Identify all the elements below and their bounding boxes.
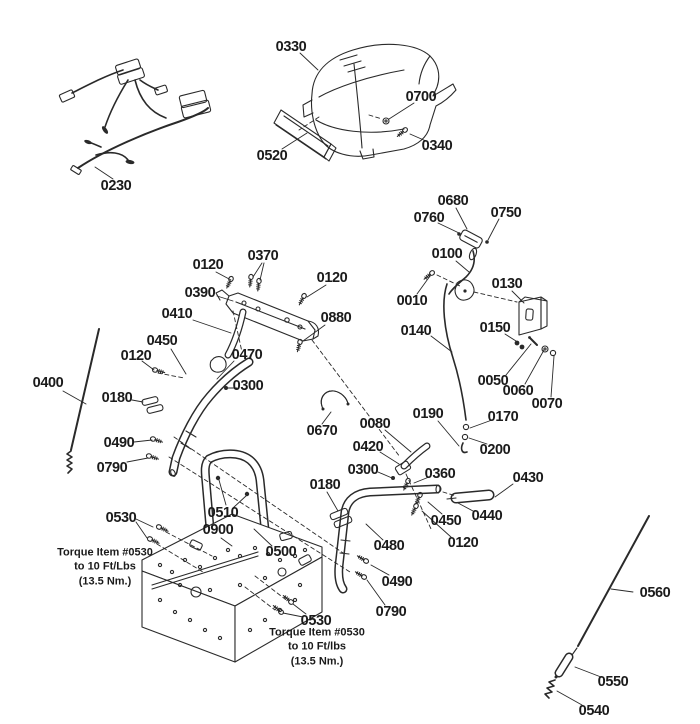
cable-clamp-drawing [142, 396, 164, 414]
torque-note-line: Torque Item #0530 [57, 546, 153, 559]
part-callout-0100: 0100 [431, 246, 463, 262]
right-rod-drawing [545, 516, 649, 698]
part-callout-0550: 0550 [597, 674, 629, 690]
part-callout-0070: 0070 [531, 396, 563, 412]
part-callout-0120: 0120 [316, 270, 348, 286]
part-callout-0900: 0900 [202, 522, 234, 538]
control-rod-drawing [444, 284, 469, 452]
part-callout-0130: 0130 [491, 276, 523, 292]
part-callout-0530: 0530 [105, 510, 137, 526]
torque-note-line: (13.5 Nm.) [78, 575, 132, 588]
part-callout-0120: 0120 [120, 348, 152, 364]
part-callout-0050: 0050 [477, 373, 509, 389]
part-callout-0560: 0560 [639, 585, 671, 601]
part-callout-0300: 0300 [232, 378, 264, 394]
torque-note-line: to 10 Ft/lbs [287, 640, 347, 653]
part-callout-0180: 0180 [101, 390, 133, 406]
part-callout-0330: 0330 [275, 39, 307, 55]
part-callout-0760: 0760 [413, 210, 445, 226]
part-callout-0400: 0400 [32, 375, 64, 391]
part-callout-0060: 0060 [502, 383, 534, 399]
part-callout-0410: 0410 [161, 306, 193, 322]
part-callout-0490: 0490 [381, 574, 413, 590]
part-callout-0140: 0140 [400, 323, 432, 339]
part-callout-0530: 0530 [300, 613, 332, 629]
part-callout-0440: 0440 [471, 508, 503, 524]
part-callout-0700: 0700 [405, 89, 437, 105]
part-callout-0180: 0180 [309, 477, 341, 493]
part-callout-0430: 0430 [512, 470, 544, 486]
part-callout-0680: 0680 [437, 193, 469, 209]
left-rod-drawing [67, 329, 99, 473]
torque-note-line: Torque Item #0530 [269, 626, 365, 639]
part-callout-0080: 0080 [359, 416, 391, 432]
part-callout-0790: 0790 [375, 604, 407, 620]
part-callout-0150: 0150 [479, 320, 511, 336]
part-callout-0670: 0670 [306, 423, 338, 439]
part-callout-0300: 0300 [347, 462, 379, 478]
mount-bracket-drawing [515, 297, 556, 356]
part-callout-0470: 0470 [231, 347, 263, 363]
part-callout-0010: 0010 [396, 293, 428, 309]
part-callout-0230: 0230 [100, 178, 132, 194]
part-callout-0750: 0750 [490, 205, 522, 221]
part-callout-0880: 0880 [320, 310, 352, 326]
part-callout-0450: 0450 [146, 333, 178, 349]
torque-note-line: to 10 Ft/Lbs [74, 560, 136, 573]
part-callout-0120: 0120 [447, 535, 479, 551]
handle-clip-drawing [321, 391, 349, 411]
part-callout-0170: 0170 [487, 409, 519, 425]
part-callout-0200: 0200 [479, 442, 511, 458]
torque-note-left [57, 546, 153, 589]
part-callout-0120: 0120 [192, 257, 224, 273]
part-callout-0420: 0420 [352, 439, 384, 455]
torque-note-bottom [269, 626, 365, 669]
part-callout-0520: 0520 [256, 148, 288, 164]
part-callout-0370: 0370 [247, 248, 279, 264]
part-callout-0340: 0340 [421, 138, 453, 154]
part-callout-0390: 0390 [184, 285, 216, 301]
part-callout-0480: 0480 [373, 538, 405, 554]
part-callout-0190: 0190 [412, 406, 444, 422]
part-callout-0360: 0360 [424, 466, 456, 482]
torque-note-line: (13.5 Nm.) [290, 655, 344, 668]
part-callout-0450: 0450 [430, 513, 462, 529]
wiring-harness-drawing [59, 59, 211, 175]
part-callout-0540: 0540 [578, 703, 610, 719]
part-callout-0490: 0490 [103, 435, 135, 451]
part-callout-0510: 0510 [207, 505, 239, 521]
part-callout-0500: 0500 [265, 544, 297, 560]
part-callout-0790: 0790 [96, 460, 128, 476]
control-lever-drawing [449, 229, 489, 300]
